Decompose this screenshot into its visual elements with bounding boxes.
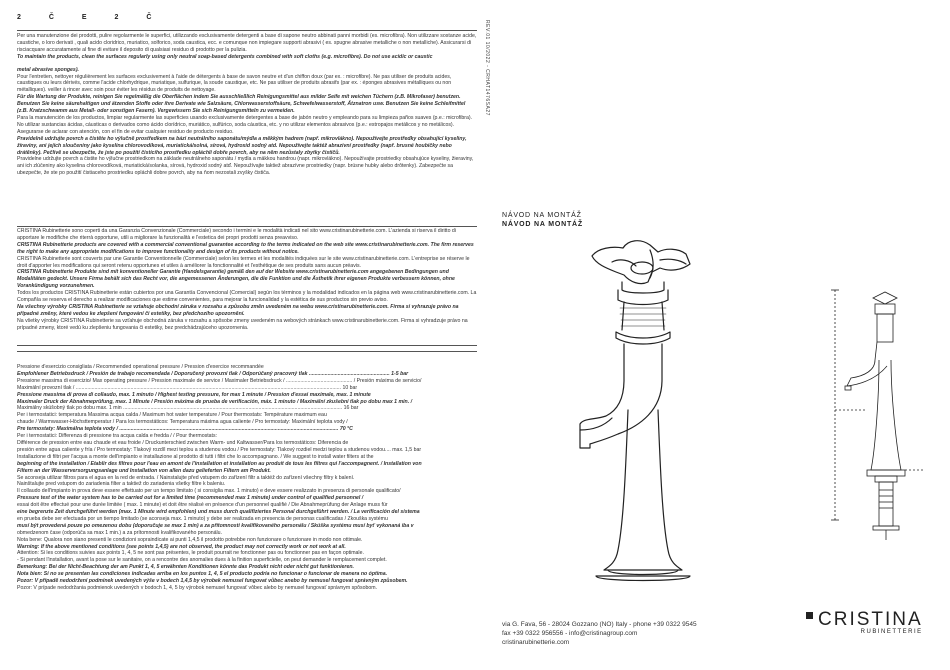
pressure-line: - Si pendant l'installation, avant la pose sur le sanitaire, on a rencontre des anomalies dues à la finition superficielle, on peut demander le remplacement complet.	[17, 557, 387, 564]
pressure-line: Attention: Si les conditions suivies aux points 1, 4, 5 ne sont pas présentes, le produit pourrait ne fonctionner pas ou fonctionner pas en façon optimale.	[17, 550, 364, 557]
divider	[17, 351, 477, 352]
maintenance-cz: Pravidelně udržujte povrch a čistěte ho výlučně prostředkem na bázi neutrálního saponátu/mýdla a měkkým hadrem (např. mikrovlákno). Nepoužívejte prostředky obsahující kyseliny, žíraviny, ani jejich sloučeniny jako kyselina chlorovodíková, muriatická/solná, sírová, hydroxid sodný atd. Nepoužívejte taktéž abrazivní prostředky (např. brusné houbičky nebo drátěnky). Pečlivě se ubezpečte, že jste po použití čisticího prostředku opláchli dobře povrch, aby na něm nezůstaly zbytky čističů.	[17, 135, 467, 156]
installation-title-line: NÁVOD NA MONTÁŽ	[502, 212, 582, 219]
warranty-de: CRISTINA Rubinetterie Produkte sind mit konventioneller Garantie (Handelsgarantie) gemäß den auf der Website www.cristinarubinetterie.com angegebenen Bedingungen und Modalitäten gedeckt. Unsere Firma behält sich das Recht vor, die angemessenen Änderungen, die die Funktion und die Ästhetik ihrer eigenen Produkte verbessern können, ohne Vorankündigung vorzunehmen.	[17, 269, 455, 290]
pressure-line: Filtern an der Wasserversorgungsanlage und Installation von allen dazu gelieferten Filtern am Produkt.	[17, 467, 271, 474]
revision-code-text: REV.01 10/2022 - CRHAT1476SA27	[484, 20, 490, 116]
brand-name: CRISTINA	[818, 609, 923, 630]
maintenance-it: Per una manutenzione dei prodotti, pulire regolarmente le superfici, utilizzando esclusivamente detergenti a base di sapone neutro abbinati panni morbidi (es. microfibra). Non utilizzare sostanze acide, caustiche, o loro derivati , quali acido cloridrico, muriatico, solforico, soda caustica, ecc. e comunque non impiegare supporti abrasivi ( es. spugne abrasive metalliche o non metalliche). Assicurarsi di risciacquare accuratamente al fine di evitare il deposito di qualsiasi residuo di prodotto per la pulizia.	[17, 33, 477, 53]
pressure-line: beginning of the installation / Etablir des filtres pour l'eau en amont de l'installation et installation au produit de tous les filtres qui l'accompagnent. / Installation von	[17, 460, 422, 467]
pressure-line: musí být provedená pouze po omezenou dobu (doporučuje se max 1 min) a za přítomnosti kvalifikovaného personálu / Skúška systému musí byť vykonaná iba v	[17, 522, 414, 529]
divider	[17, 30, 477, 31]
divider	[17, 345, 477, 346]
header-item: 2	[17, 14, 23, 21]
pressure-line: essai doit être effectué pour une durée limitée ( max. 1 minute) et doit être réalisé en présence d'un personnel qualifié / Die Abnahmeprüfung der Anlage muss für	[17, 502, 388, 509]
pressure-line: Warning: If the above mentioned conditions (see points 1,4,5) are not observed, the product may not correctly work or not work at all.	[17, 543, 346, 550]
pressure-line: Per i termostatici: Differenza di pressione tra acqua calda e fredda / / Pour thermostats:	[17, 433, 218, 440]
pressure-line: eine begrenzte Zeit durchgeführt werden (max. 1 Minute wird empfohlen) und muss durch qualifiziertes Personal durchgeführt werden. / La verificación del sistema	[17, 509, 420, 516]
pressure-line: Maximálny skúšobný tlak po dobu max. 1 min ........................................................................................................................................................ 16 bar	[17, 405, 359, 412]
pressure-line: Pre termostaty: Maximálna teplota vody / ........................................................................................................................................................ 70 °C	[17, 426, 353, 433]
warranty-section	[17, 228, 477, 340]
address-line: fax +39 0322 956556 - info@cristinagroup.com	[502, 630, 638, 637]
pressure-line: Bemerkung: Bei der Nicht-Beachtung der am Punkt 1, 4, 5 erwähnten Konditionen könnte das Produkt nicht oder nicht gut funktionieren.	[17, 564, 354, 571]
warranty-es: Todos los productos CRISTINA Rubinetterie están cubiertos por una Garantía Convencional (Comercial) según los términos y la modalidad indicados en la página web www.cristinarubinetterie.com. La Compañía se reserva el derecho a realizar modificaciones que estime convenientes, para mejorar la funcionalidad y la estética de sus productos sin previo aviso.	[17, 290, 477, 304]
pressure-line: Maximaler Druck der Abnahmeprüfung, max. 1 Minute / Presión máxima de prueba de verificación, máx. 1 minuto / Maximální zkušební tlak po dobu max 1 min. /	[17, 398, 413, 405]
pressure-line: Pressione massima di prova di collaudo, max. 1 minuto / Highest testing pressure, for max 1 minute / Pression d'essai maximale, max. 1 minute	[17, 391, 371, 398]
pressure-line: Pozor: V prípade nedodržania podmienok uvedených v bodoch 1, 4, 5 by výrobok nemusel fungovať vôbec alebo by nemusel fungovať správnym spôsobom.	[17, 585, 378, 591]
maintenance-section	[17, 33, 477, 205]
pressure-line: Installazione di filtri per l'acqua a monte dell'impianto e installazione al prodotto di tutti i filtri che lo accompagnano. / We suggest to install water filters at the	[17, 453, 374, 460]
pressure-line: Nota bene: Qualora non siano presenti le condizioni sopraindicate ai punti 1,4,5 il prodotto potrebbe non funzionare o funzionare in modo non ottimale.	[17, 536, 363, 543]
pressure-line: Pressure test of the water system has to be carried out for a limited time (recommended max 1 minute) under control of qualified personnel /	[17, 495, 364, 502]
header-item: Č	[48, 14, 56, 21]
pressure-line: Per i termostatici: temperatura Massima acqua calda / Maximum hot water temperature / Pour thermostats: Température maximum eau	[17, 412, 327, 419]
pressure-section	[17, 364, 477, 656]
pressure-line: Pressione d'esercizio consigliata / Recommended operational pressure / Pression d'exercice recommandée	[17, 364, 264, 370]
pressure-line: en prueba debe ser efectuada por un tiempo limitado (se aconseja max. 1 minuto) y debe ser realizada en presencia de personas cualificadas / Zkouška systému	[17, 515, 388, 522]
pressure-line: Il collaudo dell'impianto in prova deve essere effettuato per un tempo limitato ( si consiglia max. 1 minuto) e deve essere realizzato in presenza di personale qualificato/	[17, 488, 401, 495]
pressure-line: chaude / Warmwasser-Höchsttemperatur / Para los termostáticos: Temperatura máxima agua caliente / Pro termostaty: Maximální teplota vody /	[17, 419, 348, 426]
maintenance-sk: Pravidelne udržujte povrch a čistite ho výlučne prostriedkom na základe neutrálneho saponátu / mydla a mäkkou handrou (napr. mikrovlákno). Nepoužívajte prostriedky obsahujúce kyseliny, žieraviny, ani ich zlúčeniny ako kyselina chlorovodíková, muriatická/solanka, sírová, hydroxid sodný atď. Nepoužívajte taktiež abrazívne prostriedky (napr. brúsne hubky alebo drôtenky). Zabezpečte sa ubezpečte, že ste po použití čistiaceho prostriedku opláchli dobre povrch, aby na ňom nezostali zvyšky čističa.	[17, 156, 474, 177]
pressure-line: Maximální provozní tlak / ........................................................................................................................................................................................ 10 bar	[17, 384, 358, 391]
maintenance-fr: Pour l'entretien, nettoyer régulièrement les surfaces exclusivement à l'aide de détergents à base de savon neutre et d'un chiffon doux (par ex. : microfibre). Ne pas utiliser de produits acides, caustiques ou leurs dérivés, comme l'acide chlorhydrique, muriatique, sulfurique, la soude caustique, etc. Ne pas utiliser de produits abrasifs (par ex. : éponges abrasives métalliques ou non métalliques). veiller à rincer avec soin pour éviter les résidus de produits de nettoyage.	[17, 73, 452, 94]
address-line: via G. Fava, 56 - 28024 Gozzano (NO) Italy - phone +39 0322 9545	[502, 621, 697, 628]
address-line: cristinarubinetterie.com	[502, 639, 570, 646]
pressure-line: Empfohlener Betriebsdruck / Presión de trabajo recomendada / Doporučený provozní tlak / Odporúčaný pracovný tlak ........................................................ 1-5 bar	[17, 370, 409, 377]
pressure-line: presión entre agua caliente y fría / Pro termostaty: Tlakový rozdíl mezi teplou a studenou vodou / Pre termostaty: Tlakový rozdiel medzi teplou a studenou vodou.... max. 1,5 bar	[17, 446, 422, 453]
header-item: Č	[146, 14, 154, 21]
maintenance-es: Para la manutención de los productos, limpiar regularmente las superficies usando exclusivamente detergentes a base de jabón neutro y empleando para su limpieza paños suaves (p.e.: microfibra). No utilizar sustancias ácidas, cáusticas o derivados como ácido clorídrico, muriático, sulfúrico, soda cáustica, etc. y no utilizar elementos abrasivos (p.e.: estropajos metálicos y no metálicos). Asegurarse de aclarar con atención, con el fin de evitar cualquier residuo de producto residuo.	[17, 114, 473, 135]
header-item: 2	[114, 14, 121, 21]
pressure-line: Pressione massima di esercizio/ Max operating pressure / Pression maximale de service / Maximaler Betriebsdruck / .............................................. / Presión máxima de servicio/	[17, 377, 422, 384]
maintenance-de: Für die Wartung der Produkte, reinigen Sie regelmäßig die Oberflächen indem Sie ausschließlich Reinigungsmittel aus milder Seife mit weichen Tüchern (z.B. Mikrofaser) benutzen. Benutzen Sie keine säurehaltigen und ätzenden Stoffe oder ihre Derivate wie Salzsäure, Chlorwasserstoffsäure, Schwefelwasserstoff, Ätznatron usw. Benutzen Sie keine Schleifmittel (z.B. Kratzschwamm aus Metall- oder sonstigen Fasern). Vergewissern Sie sich Reinigungsmitteln zu vermeiden.	[17, 94, 466, 115]
warranty-fr: CRISTINA Rubinetterie sont couverts par une Garantie Conventionnelle (Commerciale) selon les termes et les modalités indiquées sur le site www.cristinarubinetterie.com. L'entreprise se réserve le droit d'apporter les modifications qui seront retenu opportunes et utiles à améliorer la fonctionnalité et l'esthétique de ses produits sans aucun préavis.	[17, 255, 470, 269]
company-address	[502, 620, 697, 647]
header-item: E	[81, 14, 89, 21]
brand-logo	[806, 609, 923, 635]
pressure-line: Se aconseja utilizar filtros para el agua en la red de entrada. / Nainstalujte před vstupem do zařízení filtr a taktéž do zařízení všechny filtry k balení.	[17, 474, 355, 481]
pressure-line: Nainštalujte pred vstupom do zariadenia filter a taktiež do zariadenia všetky filtre k baleniu.	[17, 481, 226, 488]
warranty-cz: Na všechny výrobky CRISTINA Rubinetterie se vztahuje obchodní záruka v rozsahu a způsobu změn uvedeném na webu www.cristinarubinetterie.com. Firma si vyhrazuje právo na případné změny, které vedou ke zlepšení fungování či estetiky, bez předchozího upozornění.	[17, 303, 459, 317]
maintenance-en-cont: metal abrasive sponges).	[17, 66, 79, 73]
warranty-sk: Na všetky výrobky CRISTINA Rubinetterie sa vzťahuje obchodná záruka v rozsahu a spôsobe zmeny uvedeném na webových stránkach www.cristinarubinetterie.com. Firma si vyhradzuje právo na prípadné zmeny, ktoré vedú ku zlepšeniu fungovania či estetiky, bez predchádzajúceho upozornenia.	[17, 317, 468, 331]
pressure-line: Pozor: V případě nedodržení podmínek uvedených výše v bodech 1,4,5 by výrobek nemusel fungovat vůbec anebo by nemusel fungovat správným způsobem.	[17, 578, 408, 585]
divider	[17, 226, 477, 227]
pressure-line: Nota bien: Si no se presentan las condiciones indicadas arriba en los puntos 1, 4, 5 el producto podría no funcionar o funcionar de manera no óptima.	[17, 571, 388, 578]
brand-subtitle: RUBINETTERIE	[860, 629, 923, 635]
pressure-line: obmedzenom čase (odporúča sa max 1 min.) a za prítomnosti kvalifikovaného personálu.	[17, 529, 223, 536]
pressure-line: Différence de pression entre eau chaude et eau froide / Druckunterschied zwischen Warm- und Kaltwasser/Para los termostáticos: Diferencia de	[17, 439, 349, 446]
warranty-it: CRISTINA Rubinetterie sono coperti da una Garanzia Convenzionale (Commerciale) secondo i termini e le modalità indicati nel sito www.cristinarubinetterie.com. L'azienda si riserva il diritto di apportare le modifiche che riterrà opportune, utili a migliorare la funzionalità e l'estetica dei propri prodotti senza preavviso.	[17, 228, 456, 241]
faucet-drawing	[500, 220, 940, 600]
warranty-en: CRISTINA Rubinetterie products are covered with a commercial conventional guarantee according to the terms indicated on the web site www.cristinarubinetterie.com. The firm reserves the right to make any appropriate modifications to improve functionality and design of its products without notice.	[17, 241, 474, 255]
maintenance-en: To maintain the products, clean the surfaces regularly using only neutral soap-based detergents combined with soft cloths (e.g. microfibre). Do not use acidic or caustic	[17, 53, 433, 60]
section-header	[17, 14, 175, 21]
logo-square-icon	[806, 612, 813, 619]
revision-code	[483, 20, 491, 200]
installation-title-line-bold: NÁVOD NA MONTÁŽ	[502, 220, 583, 228]
